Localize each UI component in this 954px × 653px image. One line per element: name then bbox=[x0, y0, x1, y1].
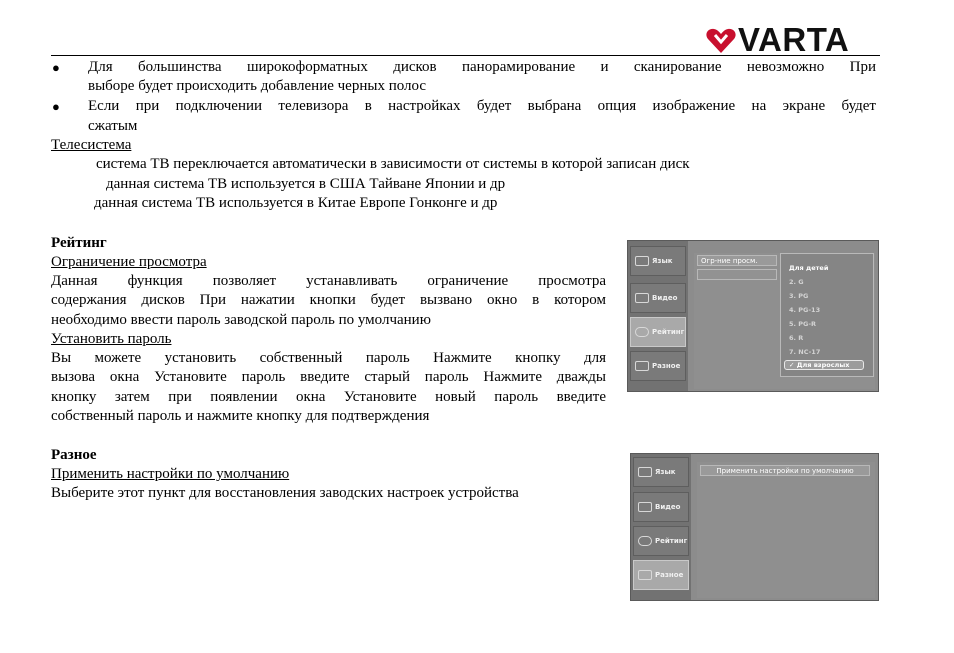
osd-option-selected[interactable]: ✓ Для взрослых bbox=[784, 360, 864, 370]
osd-sidebar-label: Язык bbox=[655, 468, 676, 476]
osd-sidebar-item-language[interactable] bbox=[630, 246, 686, 276]
osd-sidebar-item-misc[interactable] bbox=[633, 560, 689, 590]
misc-heading: Разное bbox=[51, 447, 97, 463]
osd-misc-menu bbox=[630, 453, 879, 601]
osd-rating-options bbox=[780, 253, 874, 377]
osd-sidebar-label: Разное bbox=[655, 571, 684, 579]
rating-p1-line: необходимо ввести пароль заводской пароль по умолчанию bbox=[51, 312, 431, 328]
osd-option[interactable]: 6. R bbox=[789, 334, 804, 342]
video-icon bbox=[638, 502, 652, 512]
osd-sidebar-item-video[interactable] bbox=[630, 283, 686, 313]
osd-sidebar-item-misc[interactable] bbox=[630, 351, 686, 381]
rating-sub-password: Установить пароль bbox=[51, 331, 172, 347]
osd-row-defaults[interactable]: Применить настройки по умолчанию bbox=[700, 465, 870, 476]
language-icon bbox=[638, 467, 652, 477]
rating-heading: Рейтинг bbox=[51, 235, 107, 251]
rating-p2-line: собственный пароль и нажмите кнопку для подтверждения bbox=[51, 408, 430, 424]
osd-row-empty bbox=[697, 269, 777, 280]
osd-option[interactable]: 3. PG bbox=[789, 292, 809, 300]
osd-option[interactable]: 5. PG-R bbox=[789, 320, 817, 328]
osd-sidebar-item-language[interactable] bbox=[633, 457, 689, 487]
video-icon bbox=[635, 293, 649, 303]
osd-sidebar-label: Рейтинг bbox=[655, 537, 688, 545]
osd-sidebar-label: Язык bbox=[652, 257, 673, 265]
osd-sidebar-item-video[interactable] bbox=[633, 492, 689, 522]
tv-system-line-auto: система ТВ переключается автоматически в зависимости от системы в которой записан диск bbox=[96, 156, 690, 172]
bullet-2-line-2: сжатым bbox=[88, 118, 138, 134]
language-icon bbox=[635, 256, 649, 266]
tv-system-line-ntsc: данная система ТВ используется в США Тайване Японии и др bbox=[106, 176, 506, 192]
osd-option[interactable]: 4. PG-13 bbox=[789, 306, 821, 314]
rating-p2-line: Вы можете установить собственный пароль Нажмите кнопку для bbox=[51, 350, 606, 366]
misc-icon bbox=[638, 570, 652, 580]
rating-p1-line: содержания дисков При нажатии кнопки будет вызвано окно в котором bbox=[51, 292, 606, 308]
osd-sidebar-item-rating[interactable] bbox=[630, 317, 686, 347]
osd-main-panel bbox=[694, 253, 875, 389]
osd-row-restriction[interactable]: Огр-ние просм. bbox=[697, 255, 777, 266]
tv-system-line-pal: данная система ТВ используется в Китае Европе Гонконге и др bbox=[94, 195, 498, 211]
osd-option[interactable]: 2. G bbox=[789, 278, 804, 286]
rating-p2-line: кнопку затем при появлении окна Установите новый пароль введите bbox=[51, 389, 606, 405]
osd-option[interactable]: Для детей bbox=[789, 264, 829, 272]
rating-sub-restriction: Ограничение просмотра bbox=[51, 254, 207, 270]
misc-sub-defaults: Применить настройки по умолчанию bbox=[51, 466, 290, 482]
osd-main-panel bbox=[697, 462, 875, 598]
osd-sidebar-label: Видео bbox=[652, 294, 678, 302]
brand-name: VARTA bbox=[738, 21, 850, 58]
bullet-1-line-1: Для большинства широкоформатных дисков панорамирование и сканирование невозможно При bbox=[88, 59, 876, 75]
heart-icon bbox=[706, 28, 736, 54]
misc-icon bbox=[635, 361, 649, 371]
bullet-1-line-2: выборе будет происходить добавление черных полос bbox=[88, 78, 427, 94]
varta-logo bbox=[706, 21, 880, 58]
tv-system-heading: Телесистема bbox=[51, 137, 132, 153]
lock-icon bbox=[638, 536, 652, 546]
rating-p2-line: вызова окна Установите пароль введите старый пароль Нажмите дважды bbox=[51, 369, 606, 385]
lock-icon bbox=[635, 327, 649, 337]
bullet-2-line-1: Если при подключении телевизора в настройках будет выбрана опция изображение на экране будет bbox=[88, 98, 876, 114]
osd-sidebar-label: Видео bbox=[655, 503, 681, 511]
osd-option[interactable]: 7. NC-17 bbox=[789, 348, 821, 356]
misc-text: Выберите этот пункт для восстановления заводских настроек устройства bbox=[51, 485, 519, 501]
osd-sidebar-label: Разное bbox=[652, 362, 681, 370]
osd-rating-menu bbox=[627, 240, 879, 392]
osd-sidebar-label: Рейтинг bbox=[652, 328, 685, 336]
header-rule bbox=[51, 55, 880, 56]
osd-sidebar-item-rating[interactable] bbox=[633, 526, 689, 556]
bullet-icon: ● bbox=[52, 60, 60, 75]
bullet-icon: ● bbox=[52, 99, 60, 114]
rating-p1-line: Данная функция позволяет устанавливать ограничение просмотра bbox=[51, 273, 606, 289]
